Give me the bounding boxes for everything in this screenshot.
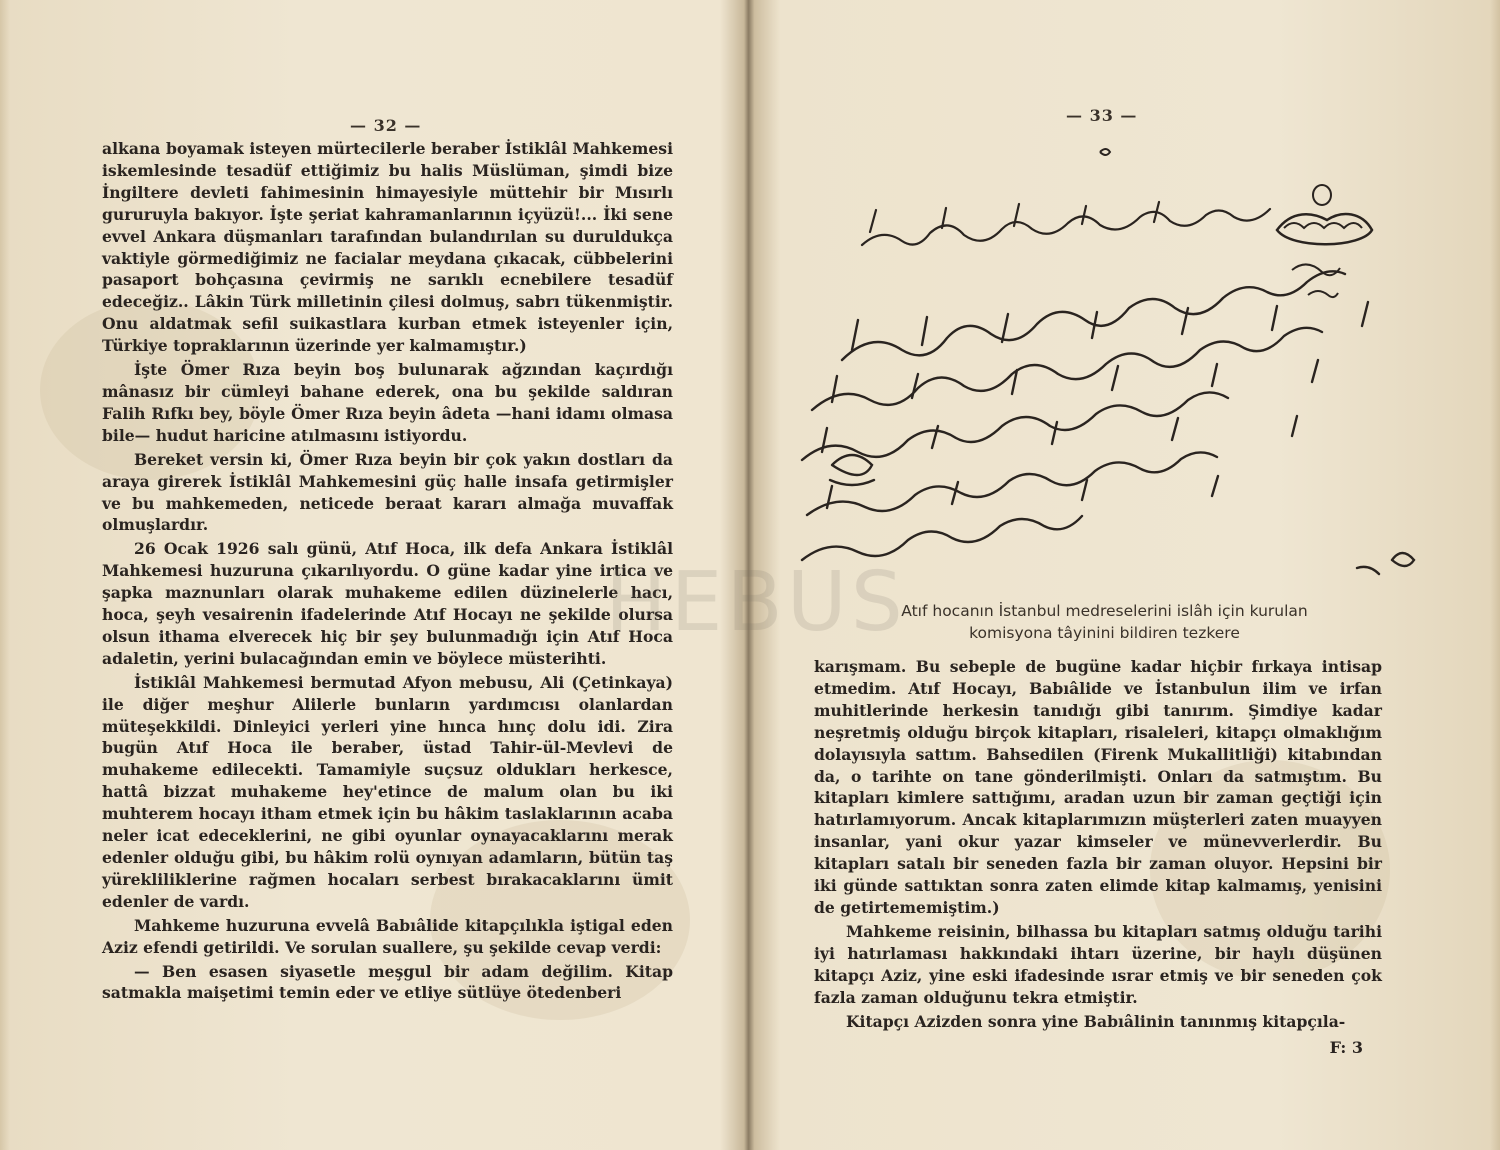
paragraph: — Ben esasen siyasetle meşgul bir adam değilim. Kitap satmakla maişetimi temin eder ve etliye sütlüye ötedenberi [102, 961, 673, 1003]
caption-line: komisyona tâyinini bildiren tezkere [969, 624, 1240, 642]
page-number: — 32 — [350, 116, 422, 135]
signature-mark: F: 3 [1329, 1038, 1363, 1057]
body-text [814, 656, 1382, 1034]
ottoman-document-image [752, 120, 1500, 590]
paragraph: Kitapçı Azizden sonra yine Babıâlinin tanınmış kitapçıla- [846, 1011, 1346, 1031]
paragraph: Bereket versin ki, Ömer Rıza beyin bir çok yakın dostları da araya girerek İstiklâl Mahkemesini güç halle insafa getirmişler ve bu mahkemeden, neticede beraat kararı almağa muvaffak olmuşlardır. [102, 449, 673, 535]
paragraph: 26 Ocak 1926 salı günü, Atıf Hoca, ilk defa Ankara İstiklâl Mahkemesi huzuruna çıkarılıyordu. O güne kadar yine irtica ve şapka maznunları olarak muhakeme edilen düzinelerle hacı, hoca, şeyh vesairenin ifadelerinde Atıf Hocayı ne şekilde olursa olsun ithama elverecek hiç bir şey bulunmadığı için Atıf Hoca adaletin, yerini bulacağından emin ve böylece müsterihti. [102, 539, 673, 668]
caption-line: Atıf hocanın İstanbul medreselerini islâh için kurulan [901, 602, 1308, 620]
seal-icon [1277, 185, 1372, 297]
page-number: — 33 — [1066, 106, 1138, 125]
handwritten-body [802, 271, 1414, 574]
paragraph: Mahkeme huzuruna evvelâ Babıâlide kitapçılıkla iştigal eden Aziz efendi getirildi. Ve sorulan suallere, şu şekilde cevap verdi: [102, 915, 673, 957]
watermark: HEBUS [605, 555, 907, 650]
paragraph: karışmam. Bu sebeple de bugüne kadar hiçbir fırkaya intisap etmedim. Atıf Hocayı, Babıâlide ve İstanbulun ilim ve irfan muhitlerinde herkesin tanıdığı gibi tanırım. Şimdiye kadar neşretmiş olduğu birçok kitapları, risaleleri, kitapçı olmaklığım dolayısıyla sattım. Bahsedilen (Firenk Mukallitliği) kitabından da, o tarihte on tane gönderilmişti. Onları da satmıştım. Bu kitapları kimlere sattığımı, aradan uzun bir zaman geçtiği için hatırlamıyorum. Ancak kitaplarımızın müşterleri zaten muayyen insanlar, yani okur yazar kimseler ve münevverlerdir. Bu kitapları satalı bir seneden fazla bir zaman oluyor. Hepsini bir iki günde sattıktan sonra zaten elimde kitap kalmamış, yenisini de getirtememiştim.) [814, 657, 1382, 917]
paragraph: Mahkeme reisinin, bilhassa bu kitapları satmış olduğu tarihi iyi hatırlaması hakkındaki ihtarı üzerine, bir haylı düşünen kitapçı Aziz, yine eski ifadesinde ısrar etmiş ve bir seneden çok fazla zaman olduğunu tekra etmiştir. [814, 921, 1382, 1007]
figure-caption [832, 600, 1377, 644]
ink-mark [1100, 149, 1110, 155]
paragraph: alkana boyamak isteyen mürtecilerle beraber İstiklâl Mahkemesi iskemlesinde tesadüf ettiğimiz bu halis Müslüman, şimdi bize İngiltere devleti fahimesinin himayesiyle müttehir bir Mısırlı gururuyla bakıyor. İşte şeriat kahramanlarının içyüzü!... İki sene evvel Ankara düşmanları tarafından bulandırılan su duruldukça vaktiyle görmediğimiz ne facialar meydana çıkacak, cübbelerini pasaport bohçasına çevirmiş ne sarıklı ecnebilere tesadüf edeceğiz.. Lâkin Türk milletinin çilesi dolmuş, sabrı tükenmiştir. Onu aldatmak sefil suikastlara kurban etmek isteyenler için, Türkiye topraklarının üzerinde yer kalmamıştır.) [102, 139, 673, 356]
paragraph: İşte Ömer Rıza beyin boş bulunarak ağzından kaçırdığı mânasız bir cümleyi bahane ederek, ona bu şekilde saldıran Falih Rıfkı bey, böyle Ömer Rıza beyin âdeta —hani idamı olmasa bile— hudut haricine atılmasını istiyordu. [102, 360, 673, 445]
body-text [102, 138, 673, 1006]
paragraph: İstiklâl Mahkemesi bermutad Afyon mebusu, Ali (Çetinkaya) ile diğer meşhur Alilerle bunların yardımcısı olanlardan müteşekkildi. Dinleyici yerleri yine hınca hınç dolu idi. Zira bugün Atıf Hoca ile beraber, üstad Tahir-ül-Mevlevi de muhakeme edilecekti. Tamamiyle suçsuz oldukları herkesce, hattâ bizzat muhakeme hey'etince de malum olan bu iki muhterem hocayı itham etmek için bu hâkim taslaklarının acaba neler icat edeceklerini, ne gibi oyunlar oynayacaklarını merak edenler olduğu gibi, bu hâkim rolü oynıyan adamların, bütün taş yürekliliklerine rağmen hocaları serbest bırakacaklarını ümit edenler de vardı. [102, 672, 673, 911]
handwritten-header [862, 202, 1270, 245]
